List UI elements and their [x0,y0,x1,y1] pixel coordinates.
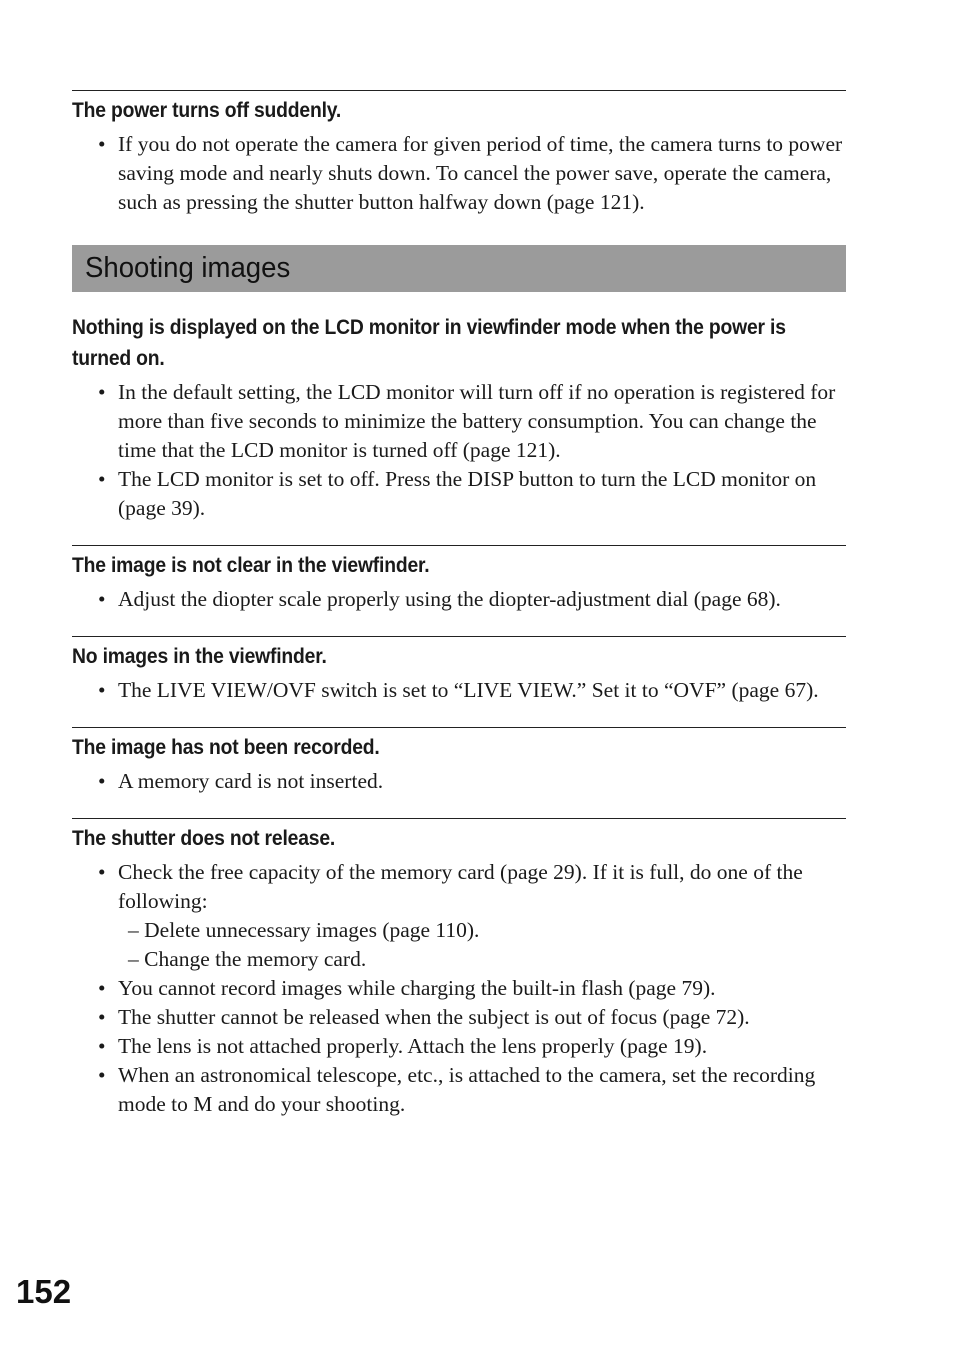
item-text: The lens is not attached properly. Attach the lens properly (page 19). [118,1034,708,1058]
list-item [72,585,846,614]
bullet-glyph: • [98,380,106,404]
item-text: The LCD monitor is set to off. Press the DISP button to turn the LCD monitor on (page 39). [118,467,817,520]
bullet-glyph: • [98,678,106,702]
manual-page [72,90,846,1119]
troubleshoot-section [72,312,846,523]
item-text: In the default setting, the LCD monitor will turn off if no operation is registered for more than five seconds to minimize the battery consumption. You can change the time that the LCD monitor is turned off (page 121). [118,380,836,462]
chapter-banner [72,245,846,292]
list-item [72,1003,846,1032]
item-text: The LIVE VIEW/OVF switch is set to “LIVE VIEW.” Set it to “OVF” (page 67). [118,678,819,702]
section-heading: No images in the viewfinder. [72,645,327,668]
bullet-glyph: • [98,769,106,793]
bullet-glyph: • [98,1034,106,1058]
section-heading: The image has not been recorded. [72,736,380,759]
troubleshoot-section [72,727,846,796]
list-item [72,974,846,1003]
bullet-list [72,767,846,796]
section-heading: The shutter does not release. [72,827,336,850]
sub-list [118,916,846,974]
page-number: 152 [16,1273,72,1310]
sub-list-item: – Change the memory card. [128,947,367,971]
bullet-list [72,676,846,705]
bullet-list [72,858,846,1119]
list-item [72,378,846,465]
bullet-glyph: • [98,976,106,1000]
bullet-list [72,585,846,614]
item-text: You cannot record images while charging the built-in flash (page 79). [118,976,716,1000]
section-heading: The image is not clear in the viewfinder. [72,554,430,577]
troubleshoot-section [72,545,846,614]
troubleshoot-section [72,818,846,1119]
list-item [72,1032,846,1061]
bullet-glyph: • [98,860,106,884]
list-item [72,1061,846,1119]
list-item [72,767,846,796]
troubleshoot-section [72,90,846,217]
sub-list-item: – Delete unnecessary images (page 110). [128,918,480,942]
banner-title: Shooting images [85,252,291,284]
troubleshoot-section [72,636,846,705]
bullet-list [72,130,846,217]
item-text: Adjust the diopter scale properly using the diopter-adjustment dial (page 68). [118,587,781,611]
bullet-glyph: • [98,587,106,611]
item-text: Check the free capacity of the memory card (page 29). If it is full, do one of the following: [118,860,803,913]
item-text: A memory card is not inserted. [118,769,384,793]
bullet-glyph: • [98,1063,106,1087]
list-item [72,676,846,705]
bullet-glyph: • [98,132,106,156]
bullet-glyph: • [98,467,106,491]
bullet-list [72,378,846,523]
item-text: When an astronomical telescope, etc., is attached to the camera, set the recording mode to M and do your shooting. [118,1063,816,1116]
list-item [72,465,846,523]
section-heading: Nothing is displayed on the LCD monitor in viewfinder mode when the power is turned on. [72,316,786,370]
bullet-glyph: • [98,1005,106,1029]
list-item [72,130,846,217]
item-text: The shutter cannot be released when the subject is out of focus (page 72). [118,1005,750,1029]
section-heading: The power turns off suddenly. [72,99,342,122]
item-text: If you do not operate the camera for given period of time, the camera turns to power saving mode and nearly shuts down. To cancel the power save, operate the camera, such as pressing the shutter button halfway down (page 121). [118,132,843,214]
list-item [72,858,846,974]
